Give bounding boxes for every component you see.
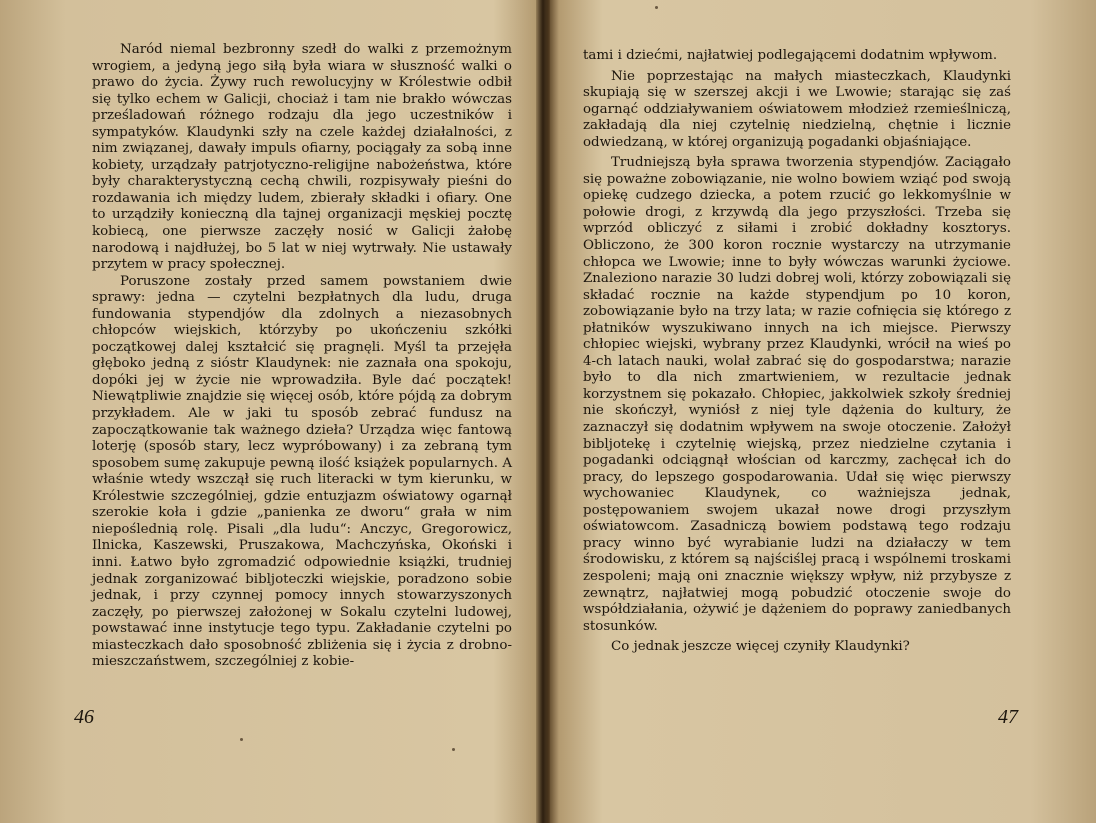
right-paragraph-4: Co jednak jeszcze więcej czyniły Klaudynki? <box>611 639 910 655</box>
left-paragraph-1: Naród niemal bezbronny szedł do walki z przemożnym wrogiem, a jedyną jego siłą była wiara w słuszność walki o prawo do życia. Żywy ruch rewolucyjny w Królestwie odbił się tylko echem w Galicji, chociaż i tam nie brakło wówczas prześladowań różnego rodzaju dla jego uczestników i sympatyków. Klaudynki szły na czele każdej działalności, z nim związanej, dawały impuls ofiarny, pociągały za sobą inne kobiety, urządzały patrjotyczno-religijne nabożeństwa, które były charakterystyczną cechą chwili, rozpisywały pieśni do rozdawania ich między ludem, zbierały składki i ofiary. One to urządziły konieczną dla tajnej organizacji męskiej pocztę kobiecą, one pierwsze zaczęły nosić w Galicji żałobę narodową i najdłużej, bo 5 lat w niej wytrwały. Nie ustawały przytem w pracy społecznej. <box>92 42 512 273</box>
right-page-text <box>583 48 1011 656</box>
left-page-number: 46 <box>74 706 94 728</box>
right-page <box>548 0 1096 823</box>
paper-speck <box>240 738 243 741</box>
left-page <box>0 0 540 823</box>
paper-speck <box>655 6 658 9</box>
right-paragraph-1: tami i dziećmi, najłatwiej podlegającemi dodatnim wpływom. <box>583 48 998 63</box>
left-paragraph-2: Poruszone zostały przed samem powstaniem dwie sprawy: jedna — czytelni bezpłatnych dla ludu, druga fundowania stypendjów dla zdolnych a niezasobnych chłopców wiejskich, którzyby po ukończeniu szkółki początkowej dalej kształcić się pragnęli. Myśl ta przejęła głęboko jedną z sióstr Klaudynek: nie zaznała ona spokoju, dopóki jej w życie nie wprowadziła. Byle dać początek! Niewątpliwie znajdzie się więcej osób, które pójdą za dobrym przykładem. Ale w jaki tu sposób zebrać fundusz na zapoczątkowanie tak ważnego dzieła? Urządza więc fantową loterję (sposób stary, lecz wypróbowany) i za zebraną tym sposobem sumę zakupuje pewną ilość książek popularnych. A właśnie wtedy wszczął się ruch literacki w tym kierunku, w Królestwie szczególniej, gdzie entuzjazm oświatowy ogarnął szerokie koła i gdzie „panienka ze dworu“ grała w nim niepoślednią rolę. Pisali „dla ludu“: Anczyc, Gregorowicz, Ilnicka, Kaszewski, Pruszakowa, Machczyńska, Okoński i inni. Łatwo było zgromadzić odpowiednie książki, trudniej jednak zorganizować bibljoteczki wiejskie, poradzono sobie jednak, i przy czynnej pomocy innych stowarzyszonych zaczęły, po pierwszej założonej w Sokalu czytelni ludowej, powstawać inne instytucje tego typu. Zakładanie czytelni po miasteczkach dało sposobność zbliżenia się i życia z drobno-mieszczaństwem, szczególniej z kobie- <box>92 273 512 670</box>
right-paragraph-3: Trudniejszą była sprawa tworzenia stypendjów. Zaciągało się poważne zobowiązanie, nie wolno bowiem wziąć pod swoją opiekę cudzego dziecka, a potem rzucić go lekkomyślnie w połowie drogi, z krzywdą dla jego przyszłości. Trzeba się wprzód obliczyć z siłami i zrobić dokładny kosztorys. Obliczono, że 300 koron rocznie wystarczy na utrzymanie chłopca we Lwowie; inne to były wówczas warunki życiowe. Znaleziono narazie 30 ludzi dobrej woli, którzy zobowiązali się składać rocznie na każde stypendjum po 10 koron, zobowiązanie było na trzy lata; w razie cofnięcia się którego z płatników wyszukiwano innych na ich miejsce. Pierwszy chłopiec wiejski, wybrany przez Klaudynki, wrócił na wieś po 4-ch latach nauki, wolał zabrać się do gospodarstwa; narazie było to dla nich zmartwieniem, w rezultacie jednak korzystnem się pokazało. Chłopiec, jakkolwiek szkoły średniej nie skończył, wyniósł z niej tyle dążenia do kultury, że zaznaczył się dodatnim wpływem na swoje otoczenie. Założył bibljotekę i czytelnię wiejską, przez niedzielne czytania i pogadanki odciągnął włościan od karczmy, zachęcał ich do pracy, do lepszego gospodarowania. Udał się więc pierwszy wychowaniec Klaudynek, co ważniejsza jednak, postępowaniem swojem ukazał nowe drogi przyszłym oświatowcom. Zasadniczą bowiem podstawą tego rodzaju pracy winno być wyrabianie ludzi na działaczy w tem środowisku, z którem są najściślej pracą i wspólnemi troskami zespoleni; mają oni znacznie większy wpływ, niż przybysze z zewnątrz, najłatwiej mogą pobudzić otoczenie swoje do współdziałania, ożywić je dążeniem do poprawy zaniedbanych stosunków. <box>583 155 1011 634</box>
paper-speck <box>452 748 455 751</box>
right-page-number: 47 <box>998 706 1018 728</box>
left-page-text <box>92 42 512 671</box>
right-paragraph-2: Nie poprzestając na małych miasteczkach, Klaudynki skupiają się w szerszej akcji i we Lwowie; starając się zaś ogarnąć oddziaływaniem oświatowem młodzież rzemieślniczą, zakładają dla niej czytelnię niedzielną, chętnie i licznie odwiedzaną, w której organizują pogadanki objaśniające. <box>583 68 1011 150</box>
